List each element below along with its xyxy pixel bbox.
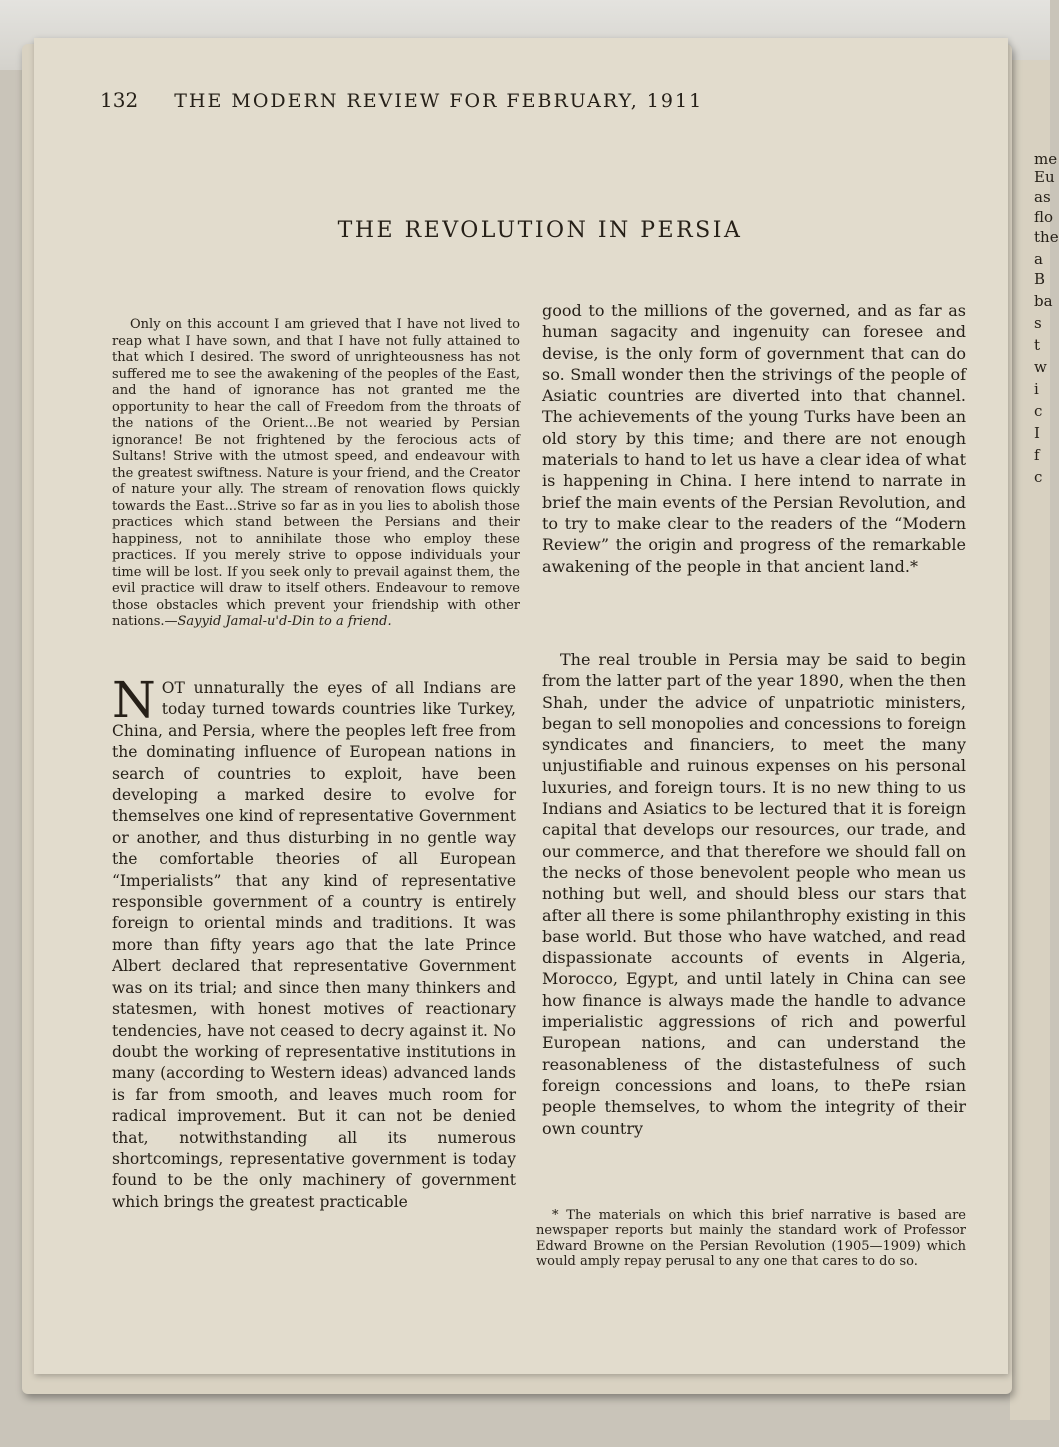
body-paragraph: OT unnaturally the eyes of all Indians are today turned towards countries like Turkey, China, and Persia, where the peoples left free from the dominating influence of European nations in search of countries to exploit, have been developing a marked desire to evolve for themselves one kind of representative Government or another, and thus disturbing in no gentle way the comfortable theories of all European “Imperialists” that any kind of representative responsible government of a country is entirely foreign to oriental minds and traditions. It was more than fifty years ago that the late Prince Albert declared that representative Government was on its trial; and since then many thinkers and statesmen, with honest motives of reactionary tendencies, have not ceased to decry against it. No doubt the working of representative institutions in many (according to Western ideas) advanced lands is far from smooth, and leaves much room for radical improvement. But it can not be denied that, notwithstanding all its numerous shortcomings, representative government is today found to be the only machinery of government which brings the greatest practicable bbox=[112, 679, 516, 1211]
facing-page-fragment: ba bbox=[1034, 292, 1053, 310]
facing-page-fragment: as bbox=[1034, 188, 1051, 206]
facing-page-fragment: the bbox=[1034, 228, 1059, 246]
body-column-right-bottom bbox=[542, 649, 966, 1206]
page-number: 132 bbox=[100, 88, 139, 112]
facing-page-fragment: t bbox=[1034, 336, 1041, 354]
facing-page-fragment: me bbox=[1034, 150, 1058, 168]
running-head bbox=[100, 88, 820, 118]
facing-page-fragment: i bbox=[1034, 380, 1039, 398]
body-paragraph: The real trouble in Persia may be said to begin from the latter part of the year 1890, when the then Shah, under the advice of unpatriotic ministers, began to sell monopolies and concessions to foreign syndicates and financiers, to meet the many unjustifiable and ruinous expenses on his personal luxuries, and foreign tours. It is no new thing to us Indians and Asiatics to be lectured that it is foreign capital that develops our resources, our trade, and our commerce, and that therefore we should fall on the necks of those benevolent people who mean us nothing but well, and should bless our stars that after all there is some philanthrophy existing in this base world. But those who have watched, and read dispassionate accounts of events in Algeria, Morocco, Egypt, and until lately in China can see how finance is always made the handle to advance imperialistic aggressions of rich and powerful European nations, and can understand the reasonableness of the distastefulness of such foreign concessions and loans, to thePe rsian people themselves, to whom the integrity of their own country bbox=[542, 650, 966, 1138]
journal-header: THE MODERN REVIEW FOR FEBRUARY, 1911 bbox=[174, 90, 704, 112]
epigraph-attribution: —Sayyid Jamal-u'd-Din to a friend. bbox=[164, 614, 392, 629]
body-column-right-top bbox=[542, 300, 966, 646]
epigraph bbox=[112, 317, 520, 677]
drop-cap: N bbox=[112, 671, 156, 729]
article-title: THE REVOLUTION IN PERSIA bbox=[337, 218, 743, 243]
facing-page-fragment: Eu bbox=[1034, 168, 1055, 186]
facing-page bbox=[1010, 60, 1059, 1420]
footnote-text: * The materials on which this brief narrative is based are newspaper reports but mainly the standard work of Professor Edward Browne on the Persian Revolution (1905—1909) which would amply repay perusal to any one that cares to do so. bbox=[536, 1208, 966, 1270]
facing-page-fragment: a bbox=[1034, 250, 1043, 268]
facing-page-fragment: c bbox=[1034, 402, 1043, 420]
body-paragraph: good to the millions of the governed, and as far as human sagacity and ingenuity can foresee and devise, is the only form of government that can do so. Small wonder then the strivings of the people of Asiatic countries are diverted into that channel. The achievements of the young Turks have been an old story by this time; and there are not enough materials to hand to let us have a clear idea of what is happening in China. I here intend to narrate in brief the main events of the Persian Revolution, and to try to make clear to the readers of the “Modern Review” the origin and progress of the remarkable awakening of the people in that ancient land.* bbox=[542, 301, 966, 576]
facing-page-fragment: w bbox=[1034, 358, 1047, 376]
body-column-left bbox=[112, 671, 516, 1288]
facing-page-fragment: s bbox=[1034, 314, 1042, 332]
facing-page-fragment: B bbox=[1034, 270, 1046, 288]
facing-page-fragment: c bbox=[1034, 468, 1043, 486]
facing-page-fragment: f bbox=[1034, 446, 1040, 464]
footnote bbox=[536, 1208, 966, 1318]
epigraph-text: Only on this account I am grieved that I have not lived to reap what I have sown, and that I have not fully attained to that which I desired. The sword of unrighteousness has not suffered me to see the awakening of the peoples of the East, and the hand of ignorance has not granted me the opportunity to hear the call of Freedom from the throats of the nations of the Orient...Be not wearied by Persian ignorance! Be not frightened by the ferocious acts of Sultans! Strive with the utmost speed, and endeavour with the greatest swiftness. Nature is your friend, and the Creator of nature your ally. The stream of renovation flows quickly towards the East...Strive so far as in you lies to abolish those practices which stand between the Persians and their happiness, not to annihilate those who employ these practices. If you merely strive to oppose individuals your time will be lost. If you seek only to prevail against them, the evil practice will draw to itself others. Endeavour to remove those obstacles which prevent your friendship with other nations. bbox=[112, 317, 520, 629]
facing-page-fragment: flo bbox=[1034, 208, 1054, 226]
facing-page-fragment: I bbox=[1034, 424, 1040, 442]
